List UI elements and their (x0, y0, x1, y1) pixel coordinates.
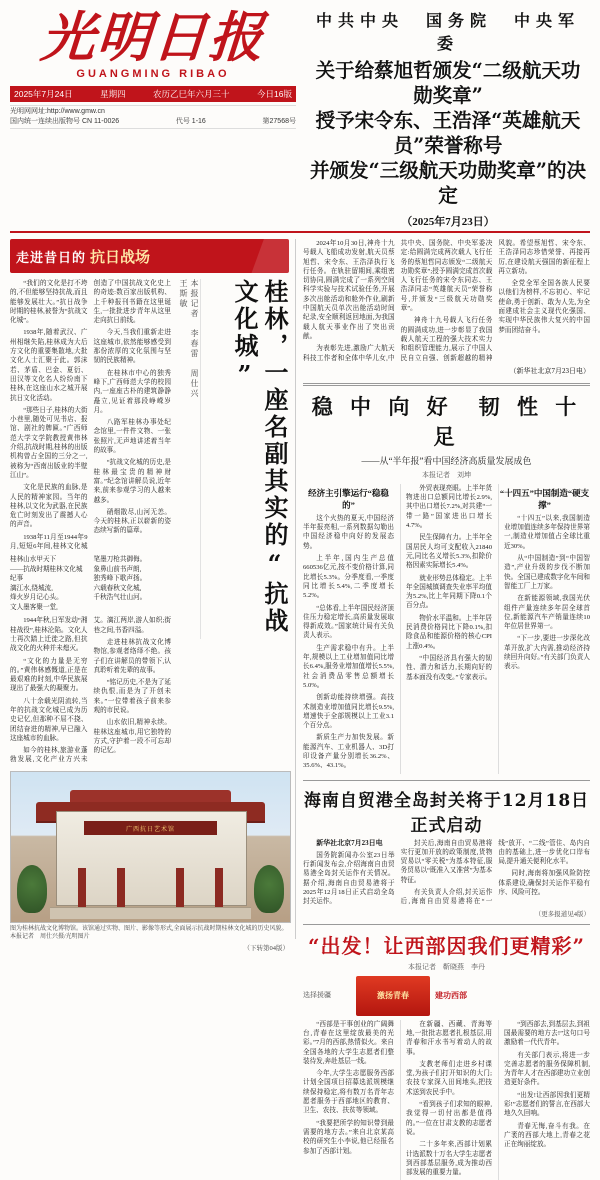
economy-para: 外贸表现亮眼。上半年货物进出口总额同比增长2.9%,其中出口增长7.2%,对共建“一带一路”国家进出口增长4.7%。 (406, 484, 492, 530)
feature-paragraphs (10, 279, 171, 551)
hainan-dateline (303, 839, 395, 848)
poem-line: 漓江水,绕城流, (10, 584, 53, 592)
feature-text-block (10, 279, 176, 765)
west-body (303, 1020, 590, 1180)
feature-photo (10, 771, 291, 923)
economy-para: 这个火热的夏天,中国经济半年报亮相,一系列数据勾勒出中国经济稳中向好的发展态势。 (303, 514, 394, 550)
section-divider (303, 780, 590, 781)
feature-para: “文化的力量是无穷的。”黄伟林感慨道,正是在最艰难的时刻,中华民族展现出了最强大的凝聚力。 (10, 657, 88, 693)
west-headline: “出发！让西部因我们更精彩” (307, 933, 585, 958)
west-para: 二十多年来,西部计划累计选派数十万名大学生志愿者到西部基层服务,成为推动西部发展的重要力量。 (406, 1141, 492, 1177)
agent-code: 代号 1-16 (175, 118, 206, 125)
economy-body (303, 484, 590, 774)
photo-tree (254, 865, 285, 913)
west-para: “出发!让西部因我们更精彩!”志愿者们的誓言,在西部大地久久回响。 (504, 1091, 590, 1118)
west-col-1 (303, 1020, 394, 1180)
publish-date: 2025年7月24日 (14, 89, 73, 99)
west-para: 青春无悔,奋斗有我。在广袤的西部大地上,青春之花正在绚丽绽放。 (504, 1122, 590, 1149)
economy-para: 创新动能持续增强。高技术制造业增加值同比增长9.5%,增速快于全部规模以上工业3.1个百分点。 (303, 694, 394, 730)
west-kicker (303, 991, 351, 1000)
west-logo-text: 激扬青春 (377, 991, 409, 1001)
feature-para: 如今的桂林,旅游业蓬勃发展,文化产业方兴未艾。漓江两岸,游人如织;街巷之间,书香四溢。 (10, 617, 171, 764)
feature-photo-caption: 图为桂林抗战文化博物馆。该馆通过实物、图片、影像等形式,全面展示抗战时期桂林文化城的历史风貌。 本报记者 周仕兴摄/光明图片 (10, 925, 291, 940)
poem-line: 烽火岁月记心头。 (10, 594, 63, 602)
economy-para: 从“中国制造”到“中国智造”,产业升级的步伐不断加快。全国已建成数字化车间和智能工厂上万家。 (504, 555, 590, 590)
economy-subheadline: ——从“半年报”看中国经济高质量发展成色 (361, 455, 532, 466)
lead-story-header (296, 8, 590, 229)
lead-para: 神舟十九号载人飞行任务的圆满成功,进一步彰显了我国载人航天工程的强大技术实力和组织管理能力,展示了中国人民自立自强、创新超越的精神风貌。希望蔡旭哲、宋令东、王浩泽同志珍惜荣誉、再接再厉,在建设航天强国的新征程上再立新功。 (400, 240, 590, 362)
feature-para: 今天,当我们重新走进这座城市,依然能够感受到那份浓厚的文化氛围与坚韧的民族精神。 (93, 329, 171, 365)
west-para: “到西部去,到基层去,到祖国最需要的地方去!”这句口号激励着一代代青年。 (504, 1020, 590, 1047)
poem-line: 笔墨刀枪共御侮。 (93, 556, 147, 564)
economy-col-1-text (303, 514, 394, 771)
lead-headline-line-3: 并颁发“三级航天功勋奖章”的决定 (310, 159, 586, 207)
masthead (10, 5, 590, 233)
hainan-body (303, 839, 590, 907)
lead-decision-date: （2025年7月23日） (401, 216, 495, 228)
west-para: 有关部门表示,将进一步完善志愿者的服务保障机制,为青年人才在西部建功立业创造更好条件。 (504, 1051, 590, 1087)
poem-line: 六载春秋文化城, (93, 584, 142, 592)
photo-tree (17, 865, 48, 913)
west-para: “我要把所学的知识带到最需要的地方去。”来自北京某高校的研究生小李说,他已经报名参加了西部计划。 (303, 1119, 394, 1155)
feature-vertical-title: 桂林，一座名副其实的“抗战文化城” (200, 279, 289, 639)
west-badge-line-1: 选择援疆 (303, 991, 331, 1000)
hainan-para: 有关负责人介绍,封关运作后,海南自由贸易港将在“一线”放开、“二线”管住、岛内自由的基础上,进一步优化口岸布局,提升通关便利化水平。 (400, 839, 590, 906)
west-col-2 (400, 1020, 492, 1180)
economy-col-3-text (499, 514, 590, 672)
hainan-para: 国务院新闻办公室23日举行新闻发布会,介绍海南自由贸易港全岛封关运作有关情况。据介绍,海南自由贸易港将于2025年12月18日正式启动全岛封关运作。 (303, 851, 395, 906)
section-divider (303, 383, 590, 386)
economy-para: 民生保障有力。上半年全国居民人均可支配收入21840元,同比名义增长5.3%,扣除价格因素实际增长5.4%。 (406, 534, 492, 570)
feature-banner (10, 239, 289, 273)
feature-para: “那些日子,桂林的大街小巷里,随处可见书店、报馆、剧社的牌匾。”广西师范大学文学院教授黄伟林介绍,抗战时期,桂林的出版机构曾占全国的三分之一,被称为“西南出版业的半壁江山”。 (10, 406, 88, 479)
feature-para: 1938年,随着武汉、广州相继失陷,桂林成为大后方文化的重要集散地,大批文化人士汇聚于此。郭沫若、茅盾、巴金、夏衍、田汉等文化名人纷纷南下桂林,在这座山水之城开展抗日文化活动。 (10, 329, 88, 402)
west-para: 在新疆、西藏、青海等地,一批批志愿者扎根基层,用青春和汗水书写着动人的故事。 (406, 1020, 492, 1056)
feature-poem (10, 555, 171, 612)
feature-para: 八路军桂林办事处纪念馆里,一件件文物、一张张照片,无声地讲述着当年的故事。 (93, 419, 171, 455)
economy-byline: 本报记者 刘坤 (422, 470, 471, 479)
hainan-headline: 海南自贸港全岛封关将于12月18日正式启动 (303, 790, 590, 836)
lunar-date: 农历乙巳年六月三十 (153, 89, 230, 99)
west-campaign-logo (356, 976, 430, 1016)
economy-headline: 稳 中 向 好 韧 性 十 足 (311, 393, 582, 449)
photo-pillar (176, 868, 184, 910)
hainan-more-note: （更多报道见4版） (534, 910, 590, 918)
feature-para: “我们的文化是打不垮的,不但能够坚持抗战,而且能够发展壮大。”抗日战争时期的桂林,被誉为“抗战文化城”。 (10, 280, 88, 325)
poem-line: 象鼻山前书声朗, (93, 565, 142, 573)
section-divider (303, 924, 590, 925)
economy-section-1-head: 经济主引擎运行“稳稳的” (308, 487, 389, 510)
economy-col-2-text (401, 484, 492, 682)
poem-line: ——抗战时期桂林文化城纪事 (10, 565, 83, 583)
feature-banner-big: 抗日战场 (90, 249, 151, 266)
economy-para: “十四五”以来,我国制造业增加值连续多年保持世界第一,制造业增加值占全球比重近30%。 (504, 514, 590, 550)
lead-para: 为表彰先进,激励广大航天科技工作者和全体中华儿女,中共中央、国务院、中央军委决定:给圆满完成两次载人飞行任务的蔡旭哲同志颁发“二级航天功勋奖章”;授予圆满完成首次载人飞行任务的宋令东同志、王浩泽同志“英雄航天员”荣誉称号,并颁发“三级航天功勋奖章”。 (303, 240, 493, 362)
hainan-para: 同时,海南将加强风险防控体系建设,确保封关运作平稳有序、风险可控。 (498, 870, 590, 897)
economy-para: 在新能源领域,我国光伏组件产量连续多年居全球首位,新能源汽车产销量连续10年位居世界第一。 (504, 595, 590, 631)
west-col-3 (498, 1020, 590, 1180)
economy-para: 生产需求稳中有升。上半年,规模以上工业增加值同比增长6.4%,服务业增加值增长5.5%,社会消费品零售总额增长5.0%。 (303, 644, 394, 689)
economy-para: “总体看,上半年国民经济顶住压力稳定增长,高质量发展取得新成效。”国家统计局有关负责人表示。 (303, 604, 394, 640)
photo-pillar (78, 868, 86, 910)
poem-title: 桂林山水甲天下 (10, 556, 57, 564)
page-title: 光明日报 (38, 5, 268, 69)
poem-line: 独秀峰下歌声扬。 (93, 575, 147, 583)
feature-para: 山水依旧,精神永续。桂林这座城市,用它独特的方式,守护着一段不可忘却的记忆。 (93, 719, 171, 755)
feature-continued-note: （下转第04版） (243, 944, 289, 952)
feature-para: 在桂林市中心的独秀峰下,广西师范大学的校园内,一座座古朴的建筑静静矗立,见证着那段峥嵘岁月。 (93, 369, 171, 414)
photo-building-sign: 广西抗日艺术馆 (84, 821, 218, 835)
west-para: 今年,大学生志愿服务西部计划全国项目招募选派规模继续保持稳定,将有数万名青年志愿者服务于西部地区的教育、卫生、农技、扶贫等领域。 (303, 1070, 394, 1115)
masthead-info (10, 105, 296, 129)
hainan-para: 封关后,海南自由贸易港将实行更加开放的政策制度,货物贸易以“零关税”为基本特征,服务贸易以“既准入又准营”为基本特征。 (400, 839, 493, 884)
west-para: “看到孩子们求知的眼神,我觉得一切付出都是值得的。”一位在甘肃支教的志愿者说。 (406, 1101, 492, 1136)
lead-body (303, 239, 590, 363)
feature-byline: 本报记者 李春雷 周仕兴 王斯敏 (179, 279, 199, 409)
right-column (296, 239, 590, 1177)
west-para: “西部是干事创业的广阔舞台,青春在这里绽放最美的光彩。”7月的西部,热情似火。来自全国各地的大学生志愿者们整装待发,奔赴基层一线。 (303, 1020, 394, 1065)
feature-para: 文化是民族的血脉,是人民的精神家园。当年的桂林,以文化为武器,在民族危亡时刻发出了震撼人心的声音。 (10, 484, 88, 529)
economy-section-2-head: “十四五”中国制造“硬支撑” (499, 487, 590, 510)
feature-para: 1938年11月至1944年9月,短短6年间,桂林文化城创造了中国抗战文化史上的奇迹:数百家出版机构、上千种报刊书籍在这里诞生,一批批进步青年从这里走向抗日前线。 (10, 280, 171, 551)
issuer-number: 国内统一连续出版物号 CN 11-0026 (10, 118, 120, 125)
economy-para: 物价水平温和。上半年居民消费价格同比下降0.1%,扣除食品和能源价格的核心CPI上涨0.4%。 (406, 614, 492, 650)
feature-para: 走进桂林抗战文化博物馆,参观者络绎不绝。孩子们在讲解员的带领下,认真聆听着先辈的故事。 (93, 638, 171, 674)
masthead-pinyin: GUANGMING RIBAO (76, 68, 230, 80)
lead-para: 全党全军全国各族人民要以他们为榜样,不忘初心、牢记使命,勇于创新、敢为人先,为全面建成社会主义现代化强国、实现中华民族伟大复兴的中国梦而团结奋斗。 (498, 280, 590, 334)
lead-source: （新华社北京7月23日电） (509, 366, 590, 375)
economy-para: 就业形势总体稳定。上半年全国城镇调查失业率平均值为5.2%,比上年同期下降0.1个百分点。 (406, 574, 492, 610)
feature-para: 1944年秋,日军发动“湘桂战役”,桂林沦陷。文化人士再次踏上迁徙之路,但抗战文化的火种并未熄灭。 (10, 617, 88, 653)
feature-banner-small: 走进昔日的 (16, 249, 87, 265)
feature-body (10, 279, 289, 765)
page-body (10, 239, 590, 1177)
economy-para: 新质生产力加快发展。新能源汽车、工业机器人、3D打印设备产量分别增长36.2%、35.6%、43.1%。 (303, 734, 394, 770)
photo-pillar (215, 868, 223, 910)
economy-col-3 (498, 484, 590, 774)
masthead-left (10, 5, 296, 129)
photo-pillar (117, 868, 125, 910)
economy-col-2 (400, 484, 492, 774)
lead-headline-line-1: 关于给蔡旭哲颁发“二级航天功勋奖章” (315, 59, 581, 107)
west-byline: 本报记者 靳晓燕 李丹 (408, 962, 485, 971)
economy-col-1 (303, 484, 394, 774)
masthead-date-row (10, 86, 296, 102)
economy-para: “中国经济具有强大的韧性、潜力和活力,长期向好的基本面没有改变。”专家表示。 (406, 654, 492, 681)
economy-para: “下一步,要进一步深化改革开放,扩大内需,推动经济持续回升向好。”有关部门负责人表示。 (504, 635, 590, 671)
photo-steps (50, 907, 251, 919)
page-count: 今日16版 (257, 89, 292, 99)
feature-para: 硝烟散尽,山河无恙。今天的桂林,正以崭新的姿态续写新的篇章。 (93, 508, 171, 535)
lead-headline-line-2: 授予宋令东、王浩泽“英雄航天员”荣誉称号 (315, 109, 581, 157)
economy-para: 上半年,国内生产总值660536亿元,按不变价格计算,同比增长5.3%。分季度看,一季度同比增长5.4%,二季度增长5.2%。 (303, 555, 394, 600)
issue-number: 第27568号 (262, 118, 296, 125)
website-label[interactable]: 光明网网址:http://www.gmw.cn (10, 108, 105, 115)
feature-para: “抗战文化城的历史,是桂林最宝贵的精神财富。”纪念馆讲解员说,近年来,前来参观学习的人越来越多。 (93, 459, 171, 504)
feature-para: 八十余载光阴流转,当年的抗战文化城已成为历史记忆,但那种不屈不挠、团结奋进的精神,早已融入这座城市的血脉。 (10, 697, 88, 742)
poem-line: 千秋浩气壮山河。 (93, 594, 147, 602)
weekday: 星期四 (100, 89, 126, 99)
west-para: 支教老师们走进乡村课堂,为孩子们打开知识的大门;农技专家深入田间地头,把技术送到农民手中。 (406, 1060, 492, 1096)
left-column (10, 239, 296, 952)
feature-para: “铭记历史,不是为了延续仇恨,而是为了开创未来。”一位带着孩子前来参观的市民说。 (93, 679, 171, 714)
hainan-dateline-text: 新华社北京7月23日电 (316, 838, 383, 847)
west-badge-row (303, 976, 590, 1016)
feature-paragraphs-cont (10, 616, 171, 764)
poem-line: 文人墨客聚一堂, (10, 603, 58, 611)
issuing-organizations: 中共中央 国务院 中央军委 (315, 11, 580, 53)
lead-para: 2024年10月30日,神舟十九号载人飞船成功发射,航天员蔡旭哲、宋令东、王浩泽执行飞行任务。在轨驻留期间,乘组密切协同,圆满完成了一系列空间科学实验与技术试验任务,开展多次出舱活动和舱外作业,刷新中国航天员单次出舱活动时间纪录,安全顺利返回地面,为我国载人航天事业作出了突出贡献。 (303, 240, 395, 340)
west-badge-line-3: 建功西部 (435, 991, 467, 1001)
